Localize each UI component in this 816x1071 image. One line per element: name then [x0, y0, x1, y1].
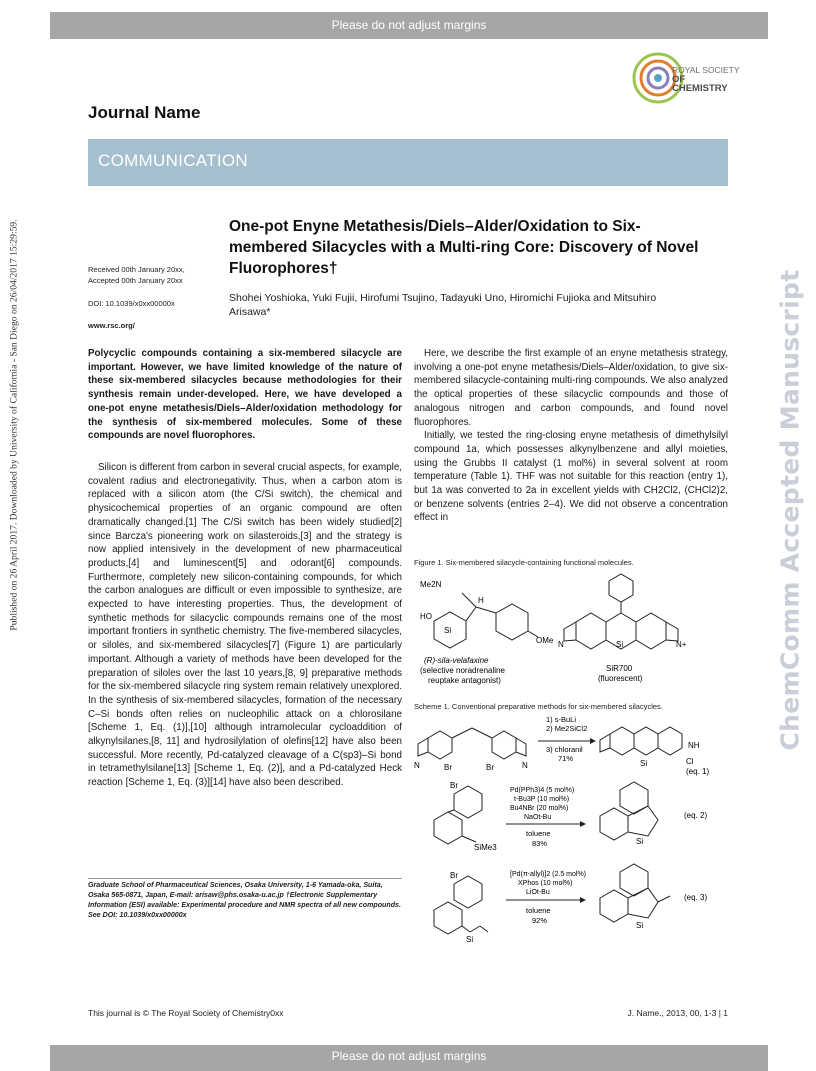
reaction-arrow-head [580, 897, 586, 903]
atom-label: HO [420, 612, 432, 621]
yield: 92% [532, 916, 548, 925]
footer-citation: J. Name., 2013, 00, 1-3 | 1 [627, 1008, 728, 1018]
molecule-name: SiR700 [606, 664, 633, 673]
paragraph: Initially, we tested the ring-closing enyne metathesis of dimethylsilyl compound 1a, which possesses alkynylbenzene and allyl moieties, using the Grubbs II catalyst (1 mol%) in several solvent at room temperature (Table 1). THF was not suitable for this reaction (entry 1), but 1a was converted to 2a in excellent yields with CH2Cl2, (CHCl2)2, or benzene solvents (entries 2–4). We did not observe a concentration effect in [414, 430, 728, 524]
figure-1-caption: Figure 1. Six-membered silacycle-containing functional molecules. [414, 558, 634, 567]
atom-label: Br [450, 781, 458, 790]
atom-label: Si [636, 921, 644, 930]
logo-line-2: OF CHEMISTRY [672, 74, 728, 94]
atom-label: Br [450, 871, 458, 880]
eq3-starting-material [434, 876, 488, 934]
article-type: COMMUNICATION [98, 151, 248, 170]
scheme-1-equation-1-and-2 [414, 712, 728, 862]
atom-label: Br [444, 763, 452, 772]
reagent: 2) Me2SiCl2 [546, 724, 588, 733]
equation-label: (eq. 2) [684, 811, 708, 820]
footnotes: Graduate School of Pharmaceutical Sciences, Osaka University, 1-6 Yamada-oka, Suita, Osaka 565-0871, Japan, E-mail: arisaw@phs.osaka-u.ac.jp †Electronic Supplementary Information (ESI) available: Experimental procedure and NMR spectra of all new compounds. See DOI: 10.1039/x0xx00000x [88, 881, 401, 919]
footnote-divider [88, 878, 402, 879]
figure-1-structures [414, 571, 728, 689]
atom-label: Si [640, 759, 648, 768]
margin-notice-bottom: Please do not adjust margins [50, 1045, 768, 1071]
abstract: Polycyclic compounds containing a six-membered silacycle are important. However, we have limited knowledge of the nature of these six-membered silacycles because methodologies for their synthesis remain under-developed. Here, we have developed a one-pot enyne metathesis/Diels–Alder/oxidation methodology for the synthesis of six-membered molecules. Some of these compounds are novel fluorophores. [88, 348, 402, 442]
yield: 83% [532, 839, 548, 848]
footer-copyright: This journal is © The Royal Society of Chemistry0xx [88, 1008, 284, 1018]
atom-label: Me2N [420, 580, 442, 589]
equation-label: (eq. 3) [684, 893, 708, 902]
reagent: NaOt-Bu [524, 814, 552, 821]
side-note-text: Published on 26 April 2017. Downloaded by University of California - San Diego on 26/04/2017 15:29:59. [8, 219, 20, 631]
atom-label: N [522, 761, 528, 770]
atom-label: Cl [686, 757, 694, 766]
equation-label: (eq. 1) [686, 767, 710, 776]
rsc-logo-text [672, 66, 742, 93]
article-type-banner [88, 139, 728, 186]
molecule-descriptor: reuptake antagonist) [428, 676, 501, 685]
atom-label: Br [486, 763, 494, 772]
paragraph: Here, we describe the first example of an enyne metathesis strategy, involving a one-pot enyne metathesis/Diels–Alder/oxidation, to give six-membered silacycle-containing multi-ring compounds. We also analyzed the optical properties of these silacyclic compounds and those of analogous nitrogen and carbon compounds, and found novel fluorophores. [414, 348, 728, 428]
atom-label: Si [466, 935, 474, 944]
scheme-1-caption: Scheme 1. Conventional preparative methods for six-membered silacycles. [414, 702, 663, 711]
article-title: One-pot Enyne Metathesis/Diels–Alder/Oxidation to Six-membered Silacycles with a Multi-ring Core: Discovery of Novel Fluorophores† [229, 218, 699, 277]
reagent: 3) chloranil [546, 745, 583, 754]
reagent: 1) s-BuLi [546, 715, 577, 724]
accepted-manuscript-watermark [770, 270, 810, 750]
logo-line-1: ROYAL SOCIETY [672, 65, 740, 75]
molecule-descriptor: (fluorescent) [598, 674, 643, 683]
website-link[interactable]: www.rsc.org/ [88, 321, 135, 330]
journal-name: Journal Name [88, 103, 201, 122]
reagent: LiOt-Bu [526, 889, 550, 896]
reagent: Bu4NBr (20 mol%) [510, 805, 569, 812]
reagent: XPhos (10 mol%) [518, 880, 573, 887]
doi: DOI: 10.1039/x0xx00000x [88, 299, 175, 308]
molecule-name: (R)-sila-velafaxine [424, 656, 489, 665]
eq1-product [600, 727, 682, 755]
reagent: [Pd(π-allyl)]2 (2.5 mol%) [510, 871, 587, 878]
reaction-arrow-head [580, 821, 586, 827]
author-list: Shohei Yoshioka, Yuki Fujii, Hirofumi Tsujino, Tadayuki Uno, Hiromichi Fujioka and Mitsuhiro Arisawa* [229, 292, 657, 318]
download-side-note [6, 190, 22, 660]
accepted-date: Accepted 00th January 20xx [88, 275, 183, 285]
atom-label: H [478, 596, 484, 605]
reaction-arrow-head [590, 738, 596, 744]
atom-label: Si [444, 626, 452, 635]
paragraph: Silicon is different from carbon in several crucial aspects, for example, covalent radius and electronegativity. Thus, when a carbon atom is replaced with a silicon atom (the C/Si switch), the chemical and physicochemical properties of an organic compound are often dramatically changed.[1] The C/Si switch has been widely studied[2] since Barcza's pioneering work on silasteroids,[3] and the strategy is now applied intensively in the development of new pharmaceutical products,[4] and luminescent[5] and odorant[6] compounds. Furthermore, completely new silicon-containing compounds, for which the carbon analogues are difficult or even impossible to synthesize, are expected to have interesting properties. Thus, the development of synthetic methods for silacyclic compounds remains one of the most important frontiers in synthetic chemistry. The five-membered silacycles, or siloles, and six-membered silacycles[7] (Figure 1) are particularly important. Although a variety of methods have been developed for the preparation of siloles over the last 10 years,[8, 9] preparative methods for the six-membered silacycle ring system remain relatively unexplored. In the synthesis of six-membered silacycles, formation of the necessary C–Si bonds often relies on nucleophilic attack on a chlorosilane [Scheme 1, Eq. (1)],[10] although intramolecular cycloaddition of alkynylsilanes,[8, 11] and hydrosilylation of olefins[12] have also been successful. More recently, Pd-catalyzed cleavage of a C(sp3)–Si bond in tetramethylsilane[13] [Scheme 1, Eq. (2)], and a Pd-catalyzed Heck reaction [Scheme 1, Eq. (3)][14] have also been described. [88, 462, 402, 789]
body-right-column [414, 347, 728, 525]
sila-velafaxine-structure [434, 593, 538, 648]
molecule-descriptor: (selective noradrenaline [420, 666, 505, 675]
atom-label: Si [616, 640, 624, 649]
yield: 71% [558, 754, 574, 763]
solvent: toluene [526, 906, 551, 915]
atom-label: OMe [536, 636, 554, 645]
sir700-structure [564, 574, 678, 649]
received-date: Received 00th January 20xx, [88, 265, 185, 274]
atom-label: NH [688, 741, 700, 750]
eq3-product [600, 864, 670, 922]
margin-notice-top: Please do not adjust margins [50, 12, 768, 39]
body-left-column [88, 461, 402, 790]
atom-label: N [558, 640, 564, 649]
reagent: Pd(PPh3)4 (5 mol%) [510, 787, 575, 794]
eq2-product [600, 782, 658, 840]
eq1-starting-material [418, 728, 526, 759]
atom-label: SiMe3 [474, 843, 497, 852]
solvent: toluene [526, 829, 551, 838]
scheme-1-equation-3 [414, 862, 728, 952]
eq2-starting-material [434, 786, 482, 844]
reagent: t-Bu3P (10 mol%) [514, 796, 570, 803]
received-dates [88, 265, 223, 286]
atom-label: N [414, 761, 420, 770]
atom-label: Si [636, 837, 644, 846]
atom-label: N+ [676, 640, 687, 649]
watermark-text: ChemComm Accepted Manuscript [775, 269, 805, 751]
